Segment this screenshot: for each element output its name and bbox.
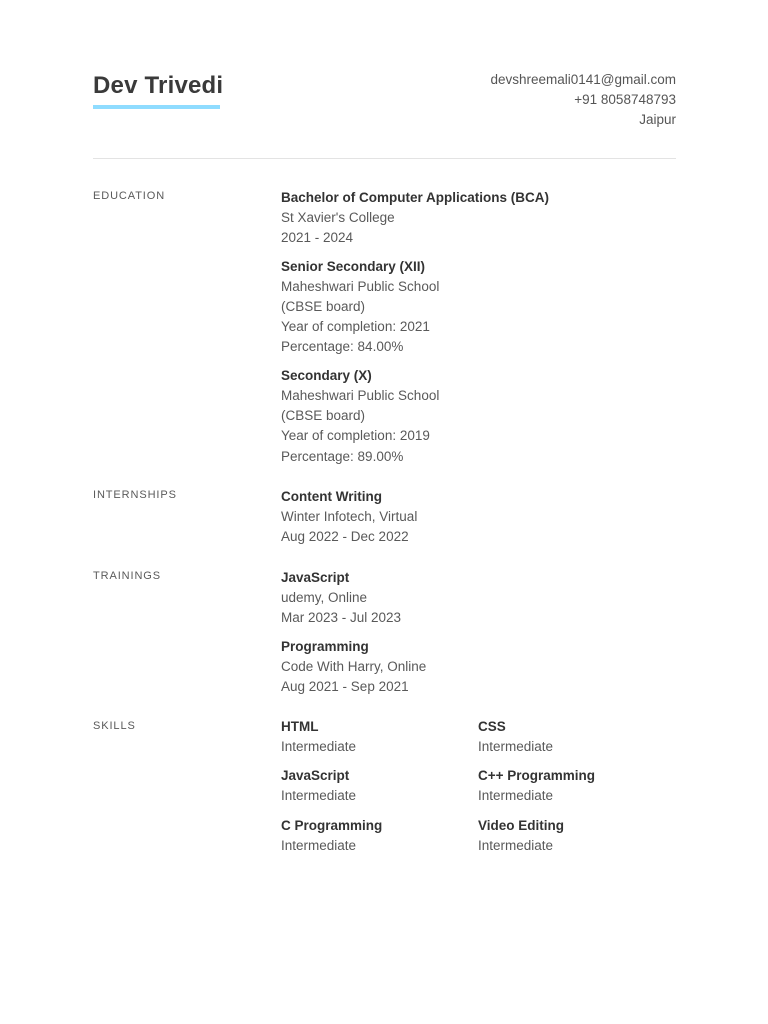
entry-line: Year of completion: 2019 <box>281 428 430 444</box>
header-divider <box>93 158 676 159</box>
section-label-internships: INTERNSHIPS <box>93 489 177 501</box>
education-entry <box>281 366 676 467</box>
entry-line: St Xavier's College <box>281 210 395 225</box>
skills-body <box>281 718 676 856</box>
contact-block <box>490 70 676 130</box>
entry-title: Programming <box>281 638 369 654</box>
skill-level: Intermediate <box>281 837 357 853</box>
skill-item <box>281 718 478 757</box>
skill-item <box>478 767 675 806</box>
section-label-skills: SKILLS <box>93 720 136 732</box>
entry-line: Code With Harry, Online <box>281 658 427 674</box>
phone-text[interactable]: +91 8058748793 <box>574 92 676 107</box>
skill-name: CSS <box>478 719 506 734</box>
skills-grid <box>281 718 676 856</box>
section-label-trainings: TRAININGS <box>93 570 161 582</box>
skill-item <box>281 767 478 806</box>
entry-line: udemy, Online <box>281 590 368 605</box>
skill-level: Intermediate <box>478 739 554 754</box>
skill-level: Intermediate <box>478 837 554 853</box>
entry-line: (CBSE board) <box>281 298 366 314</box>
name-underline-accent <box>93 105 220 109</box>
training-entry <box>281 568 676 629</box>
training-entry <box>281 637 676 698</box>
entry-line: Year of completion: 2021 <box>281 319 430 335</box>
entry-line: Winter Infotech, Virtual <box>281 509 418 524</box>
entry-line: Maheshwari Public School <box>281 278 440 294</box>
internship-entry <box>281 487 676 548</box>
entry-line: Percentage: 84.00% <box>281 339 404 355</box>
entry-line: (CBSE board) <box>281 408 366 424</box>
skill-item <box>281 817 478 856</box>
education-entry <box>281 188 676 249</box>
entry-line: 2021 - 2024 <box>281 230 354 246</box>
skill-level: Intermediate <box>478 788 554 804</box>
skill-level: Intermediate <box>281 739 357 754</box>
education-entry <box>281 257 676 358</box>
skill-name: C++ Programming <box>478 768 596 784</box>
entry-line: Maheshwari Public School <box>281 387 440 403</box>
email-text[interactable]: devshreemali0141@gmail.com <box>490 72 676 87</box>
skill-level: Intermediate <box>281 788 357 804</box>
skill-item <box>478 718 675 757</box>
skill-name: C Programming <box>281 817 383 833</box>
entry-line: Aug 2022 - Dec 2022 <box>281 529 409 545</box>
entry-line: Mar 2023 - Jul 2023 <box>281 610 402 626</box>
section-label-education: EDUCATION <box>93 190 166 202</box>
skill-item <box>478 817 675 856</box>
location-text: Jaipur <box>639 112 676 127</box>
entry-line: Percentage: 89.00% <box>281 448 404 464</box>
entry-title: Bachelor of Computer Applications (BCA) <box>281 190 550 205</box>
skill-name: Video Editing <box>478 817 565 833</box>
training-entries <box>281 568 676 705</box>
candidate-name: Dev Trivedi <box>93 72 224 99</box>
entry-title: Content Writing <box>281 489 382 504</box>
skill-name: JavaScript <box>281 768 350 784</box>
education-entries <box>281 188 676 475</box>
skill-name: HTML <box>281 719 319 734</box>
internship-entries <box>281 487 676 556</box>
entry-line: Aug 2021 - Sep 2021 <box>281 678 409 694</box>
entry-title: Secondary (X) <box>281 367 372 383</box>
entry-title: Senior Secondary (XII) <box>281 258 426 274</box>
entry-title: JavaScript <box>281 570 350 585</box>
